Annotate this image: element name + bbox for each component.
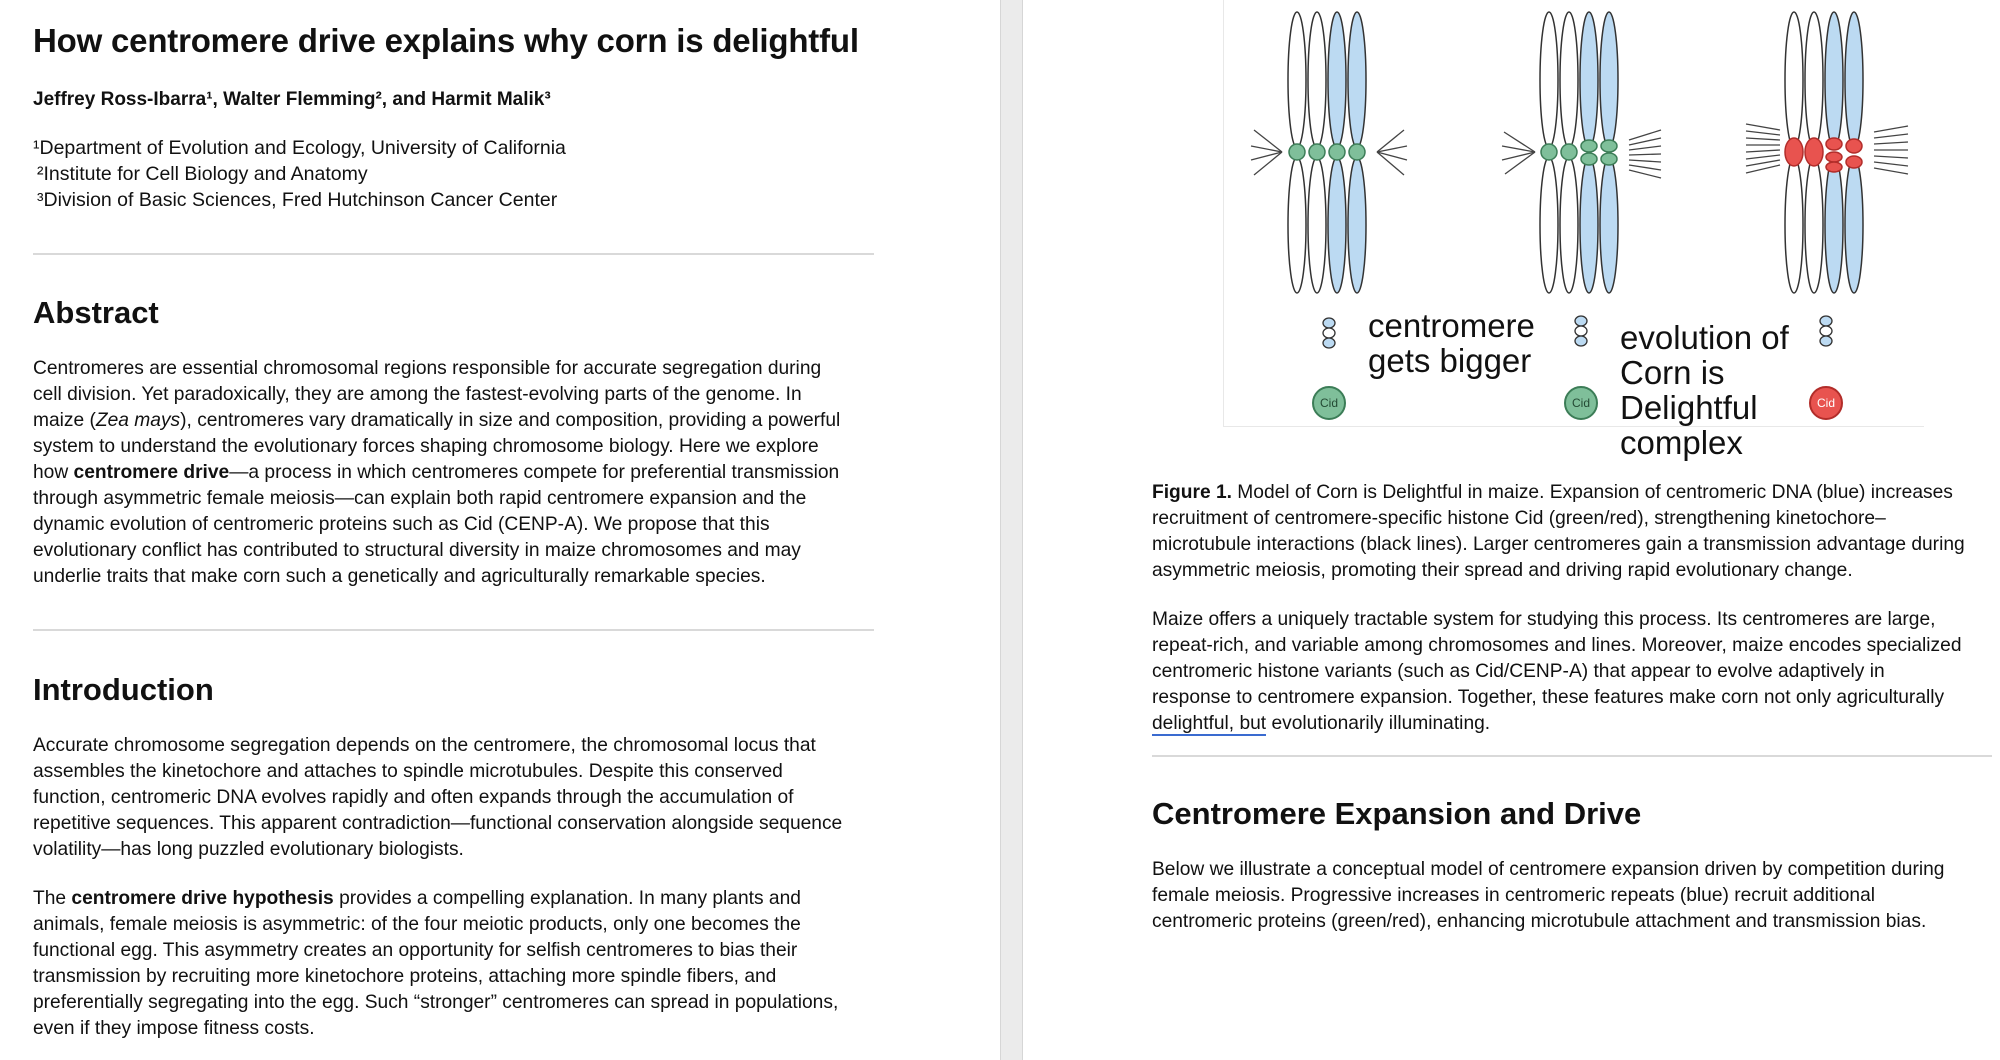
intro-line: transmission by recruiting more kinetochore proteins, attaching more spindle fibers, and [33, 966, 777, 987]
intro-line: The centromere drive hypothesis provides a compelling explanation. In many plants and [33, 888, 801, 909]
caption-text: Model of Corn is Delightful in maize. Expansion of centromeric DNA (blue) increases [1231, 482, 1953, 503]
chromosome-group-2 [1502, 12, 1661, 346]
spellcheck-underlined-text[interactable]: delightful, but [1152, 713, 1267, 734]
figure-label-line: Delightful [1620, 389, 1758, 426]
figure-label-line: evolution of [1620, 319, 1789, 356]
intro-line: animals, female meiosis is asymmetric: of the four meiotic products, only one becomes the [33, 914, 801, 935]
author-list: Jeffrey Ross-Ibarra¹, Walter Flemming², and Harmit Malik³ [33, 89, 551, 110]
abstract-line: system to understand the evolutionary forces shaping chromosome biology. Here we explore [33, 436, 819, 457]
caption-line: asymmetric meiosis, promoting their spread and driving rapid evolutionary change. [1152, 560, 1853, 581]
paragraph-line: centromeric histone variants (such as Cid/CENP-A) that appear to evolve adaptively in [1152, 661, 1885, 682]
caption-line: recruitment of centromere-specific histone Cid (green/red), strengthening kinetochore– [1152, 508, 1886, 529]
cid-protein-icon: Cid [1809, 386, 1843, 420]
maize-paragraph [1152, 607, 1962, 737]
abstract-line: underlie traits that make corn such a genetically and agriculturally remarkable species. [33, 566, 766, 587]
intro-line: Accurate chromosome segregation depends on the centromere, the chromosomal locus that [33, 735, 816, 756]
divider [33, 253, 874, 255]
figure-1-caption [1152, 480, 1965, 584]
affiliation-3: ³Division of Basic Sciences, Fred Hutchinson Cancer Center [37, 189, 558, 211]
figure-1-panel [1223, 0, 1924, 427]
affiliation-2: ²Institute for Cell Biology and Anatomy [37, 163, 368, 185]
abstract-heading: Abstract [33, 295, 159, 330]
divider [33, 629, 874, 631]
caption-label: Figure 1. [1152, 482, 1232, 503]
intro-line: assembles the kinetochore and attaches to spindle microtubules. Despite this conserved [33, 761, 783, 782]
paragraph-line [1152, 711, 1962, 737]
affiliations [33, 135, 566, 213]
paper-title: How centromere drive explains why corn is delightful [33, 22, 859, 59]
abstract-line: evolutionary conflict has contributed to structural diversity in maize chromosomes and may [33, 540, 801, 561]
introduction-paragraph-2 [33, 886, 838, 1042]
introduction-paragraph-1 [33, 733, 842, 863]
abstract-line: maize (Zea mays), centromeres vary dramatically in size and composition, providing a powerful [33, 410, 841, 431]
expansion-heading: Centromere Expansion and Drive [1152, 796, 1642, 831]
figure-label-evolution [1620, 320, 1789, 460]
intro-line: function, centromeric DNA evolves rapidly and often expands through the accumulation of [33, 787, 794, 808]
introduction-heading: Introduction [33, 672, 214, 707]
paragraph-line: Below we illustrate a conceptual model of centromere expansion driven by competition during [1152, 859, 1945, 880]
abstract-line: how centromere drive—a process in which centromeres compete for preferential transmission [33, 462, 840, 483]
intro-line: functional egg. This asymmetry creates an opportunity for selfish centromeres to bias their [33, 940, 798, 961]
paragraph-text: evolutionarily illuminating. [1266, 713, 1491, 734]
figure-label-line: centromere [1368, 307, 1535, 344]
intro-line: repetitive sequences. This apparent contradiction—functional conservation alongside sequence [33, 813, 843, 834]
caption-line: microtubule interactions (black lines). Larger centromeres gain a transmission advantage during [1152, 534, 1965, 555]
cid-protein-icon: Cid [1564, 386, 1598, 420]
paragraph-line: centromeric proteins (green/red), enhancing microtubule attachment and transmission bias. [1152, 911, 1927, 932]
expansion-paragraph [1152, 857, 1944, 935]
figure-label-line: Corn is [1620, 354, 1725, 391]
chromosome-diagram [1224, 0, 1924, 426]
paragraph-line: response to centromere expansion. Together, these features make corn not only agriculturally [1152, 687, 1945, 708]
figure-label-line: gets bigger [1368, 342, 1532, 379]
intro-line: volatility—has long puzzled evolutionary biologists. [33, 839, 464, 860]
paragraph-line: female meiosis. Progressive increases in centromeric repeats (blue) recruit additional [1152, 885, 1876, 906]
affiliation-1: ¹Department of Evolution and Ecology, University of California [33, 137, 566, 159]
caption-line [1152, 480, 1965, 506]
page-gutter [1000, 0, 1023, 1060]
paragraph-line: Maize offers a uniquely tractable system for studying this process. Its centromeres are large, [1152, 609, 1936, 630]
figure-label-expansion [1368, 308, 1535, 378]
chromosome-group-1 [1251, 12, 1407, 348]
cid-protein-icon: Cid [1312, 386, 1346, 420]
intro-line: even if they impose fitness costs. [33, 1018, 315, 1039]
abstract-line: Centromeres are essential chromosomal regions responsible for accurate segregation during [33, 358, 822, 379]
abstract-line: cell division. Yet paradoxically, they are among the fastest-evolving parts of the genome. In [33, 384, 802, 405]
divider [1152, 755, 1992, 757]
paragraph-line: repeat-rich, and variable among chromosomes and lines. Moreover, maize encodes specialized [1152, 635, 1962, 656]
abstract-line: through asymmetric female meiosis—can explain both rapid centromere expansion and the [33, 488, 807, 509]
abstract-text [33, 356, 840, 590]
abstract-line: dynamic evolution of centromeric proteins such as Cid (CENP-A). We propose that this [33, 514, 770, 535]
figure-label-line: complex [1620, 424, 1743, 461]
chromosome-group-3 [1746, 12, 1908, 346]
intro-line: preferentially segregating into the egg. Such “stronger” centromeres can spread in populations, [33, 992, 839, 1013]
